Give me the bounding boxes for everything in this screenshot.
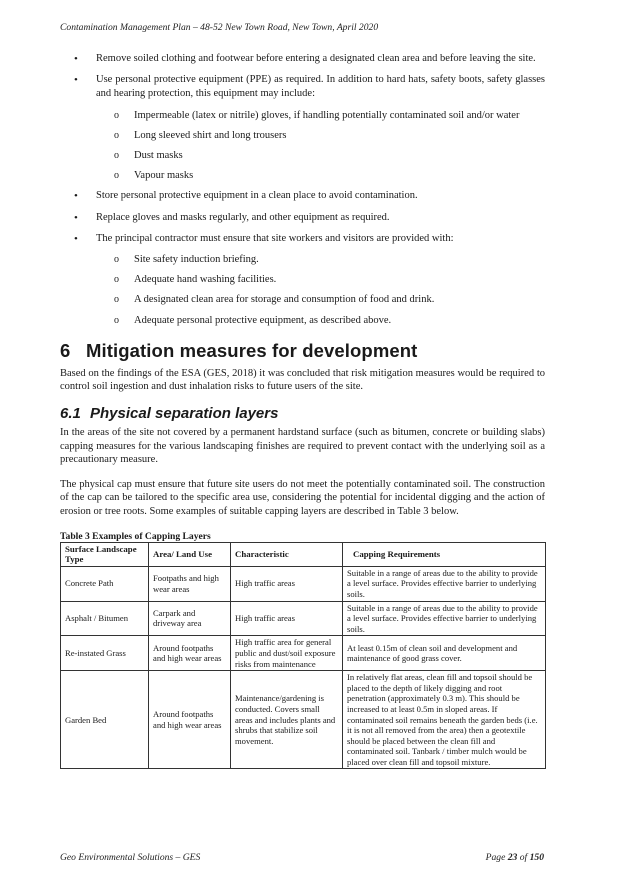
bullet-icon: • — [74, 211, 78, 224]
bullet-item: • Use personal protective equipment (PPE) as required. In addition to hard hats, safety boots, safety glasses and hearing protection, this equipment may include: — [74, 74, 545, 100]
circle-bullet-icon: o — [114, 129, 119, 141]
table-cell: At least 0.15m of clean soil and development and maintenance of good grass cover. — [343, 636, 546, 671]
table-cell: High traffic areas — [231, 601, 343, 636]
table-header-cell: Characteristic — [231, 542, 343, 566]
table-cell: In relatively flat areas, clean fill and topsoil should be placed to the depth of likely digging and root penetration (approximately 0.3 m). This should be increased to at least 0.5m in sloped areas. If contaminated soil remains beneath the garden beds (i.e. it is not all removed from the area) then a geotextile should be placed between the clean fill and contaminated soil. Tanbark / timber mulch would be placed over clean fill and topsoil mixture. — [343, 671, 546, 769]
table-header-cell: Capping Requirements — [343, 542, 546, 566]
table-cell: Concrete Path — [61, 566, 149, 601]
bullet-icon: • — [74, 232, 78, 245]
table-header-row — [61, 542, 546, 566]
bullet-icon: • — [74, 74, 78, 87]
table-row — [61, 566, 546, 601]
table-cell: Carpark and driveway area — [149, 601, 231, 636]
circle-bullet-icon: o — [114, 254, 119, 266]
section-6-1-paragraph: In the areas of the site not covered by a permanent hardstand surface (such as bitumen, concrete or building slabs) capping measures for the various landscaping finishes are required to prevent contact with the underlying soil as a precautionary measure. — [60, 427, 545, 466]
section-6-paragraph: Based on the findings of the ESA (GES, 2018) it was concluded that risk mitigation measures would be required to control soil ingestion and dust inhalation risks to future users of the site. — [60, 367, 545, 393]
table-cell: High traffic area for general public and dust/soil exposure risks from maintenance — [231, 636, 343, 671]
table-cell: Around footpaths and high wear areas — [149, 671, 231, 769]
footer-company: Geo Environmental Solutions – GES — [60, 852, 201, 863]
circle-bullet-icon: o — [114, 150, 119, 162]
section-6-1-heading: 6.1 Physical separation layers — [60, 405, 279, 423]
sub-bullet-item: o Impermeable (latex or nitrile) gloves, if handling potentially contaminated soil and/or water — [60, 109, 545, 123]
table-header-cell: Surface Landscape Type — [61, 542, 149, 566]
bullet-icon: • — [74, 53, 78, 65]
sub-bullet-item: o Adequate hand washing facilities. — [60, 273, 545, 287]
sub-bullet-item: o A designated clean area for storage and consumption of food and drink. — [60, 293, 545, 307]
circle-bullet-icon: o — [114, 314, 119, 326]
page-number: Page 23 of 150 — [485, 852, 544, 863]
table-header-cell: Area/ Land Use — [149, 542, 231, 566]
capping-layers-table — [60, 542, 546, 770]
table-cell: Footpaths and high wear areas — [149, 566, 231, 601]
circle-bullet-icon: o — [114, 109, 119, 121]
table-cell: Suitable in a range of areas due to the ability to provide a level surface. Provides effective barrier to underlying soils. — [343, 566, 546, 601]
table-cell: Maintenance/gardening is conducted. Covers small areas and includes plants and shrubs that stabilize soil movement. — [231, 671, 343, 769]
bullet-item: • The principal contractor must ensure that site workers and visitors are provided with: — [74, 232, 454, 245]
table-row — [61, 601, 546, 636]
sub-bullet-item: o Dust masks — [60, 149, 545, 163]
table-cell: Garden Bed — [61, 671, 149, 769]
circle-bullet-icon: o — [114, 170, 119, 182]
table-caption: Table 3 Examples of Capping Layers — [60, 530, 211, 542]
table-cell: Suitable in a range of areas due to the ability to provide a level surface. Provides effective barrier to underlying soils. — [343, 601, 546, 636]
table-row — [61, 671, 546, 769]
section-6-1-paragraph: The physical cap must ensure that future site users do not meet the potentially contaminated soil. The construction of the cap can be tailored to the specific area use, considering the potential for incidental digging and the action of erosion or tree roots. Some examples of suitable capping layers are described in Table 3 below. — [60, 478, 545, 517]
table-cell: Around footpaths and high wear areas — [149, 636, 231, 671]
table-cell: Re-instated Grass — [61, 636, 149, 671]
page-header: Contamination Management Plan – 48-52 New Town Road, New Town, April 2020 — [60, 22, 379, 33]
table-row — [61, 636, 546, 671]
table-cell: High traffic areas — [231, 566, 343, 601]
bullet-item: • Replace gloves and masks regularly, and other equipment as required. — [74, 211, 390, 224]
bullet-item: • Store personal protective equipment in a clean place to avoid contamination. — [74, 190, 418, 203]
circle-bullet-icon: o — [114, 274, 119, 286]
sub-bullet-item: o Vapour masks — [60, 169, 545, 183]
sub-bullet-item: o Adequate personal protective equipment, as described above. — [60, 314, 545, 328]
section-6-heading: 6 Mitigation measures for development — [60, 339, 418, 361]
page-body — [60, 52, 545, 769]
bullet-icon: • — [74, 190, 78, 203]
sub-bullet-item: o Long sleeved shirt and long trousers — [60, 129, 545, 143]
sub-bullet-item: o Site safety induction briefing. — [60, 253, 545, 267]
table-cell: Asphalt / Bitumen — [61, 601, 149, 636]
circle-bullet-icon: o — [114, 294, 119, 306]
bullet-item: • Remove soiled clothing and footwear before entering a designated clean area and before leaving the site. — [74, 53, 536, 65]
